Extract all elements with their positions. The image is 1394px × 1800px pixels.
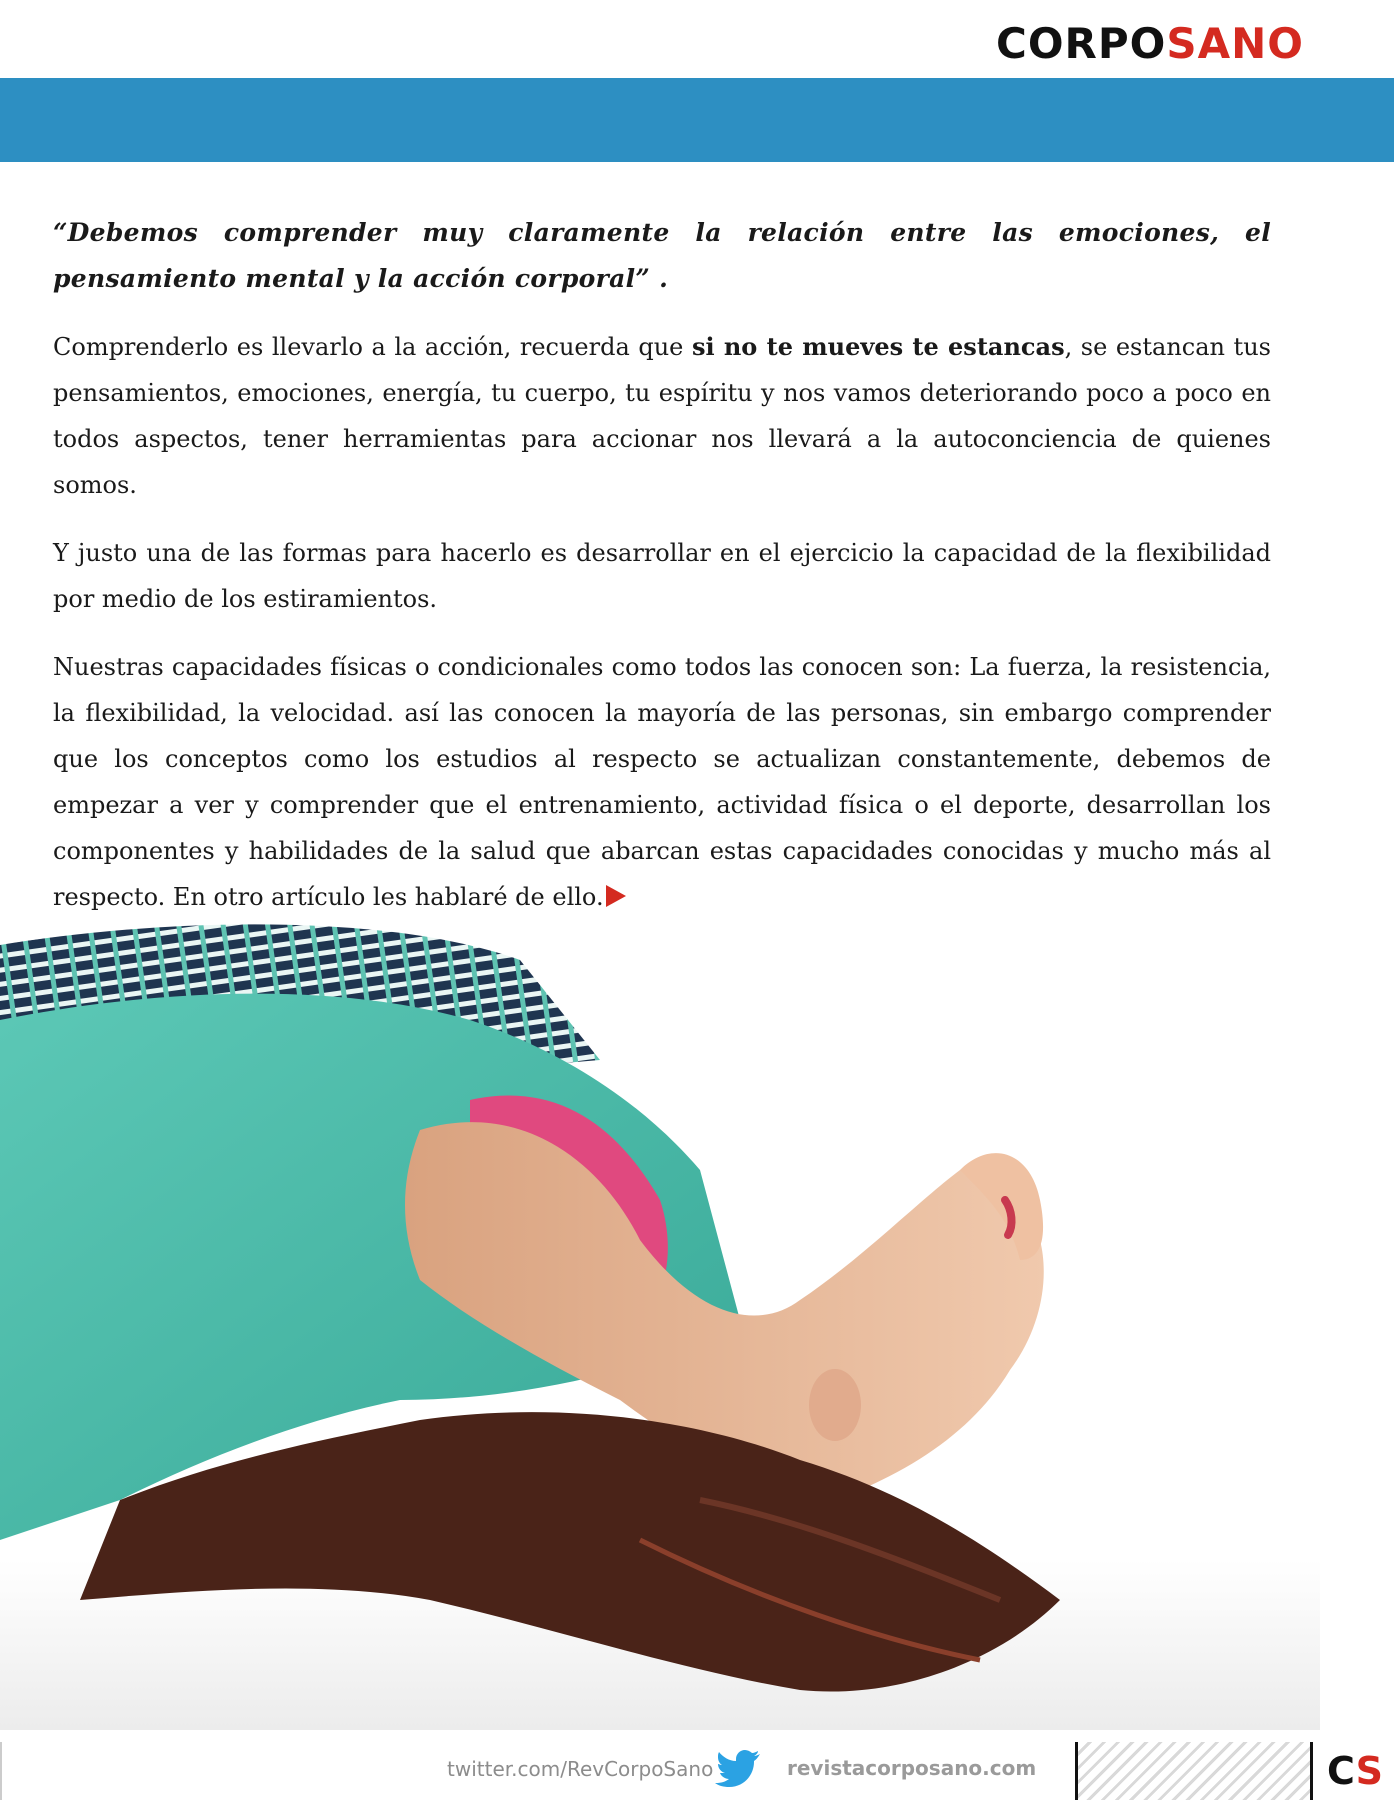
paragraph-1 <box>53 324 1271 508</box>
logo-sano: SANO <box>1166 19 1304 68</box>
header-banner <box>0 78 1394 162</box>
paragraph-1-bold: si no te mueves te estancas <box>691 332 1065 361</box>
cs-logo <box>1327 1748 1383 1794</box>
pull-quote: “Debemos comprender muy claramente la relación entre las emociones, el pensamiento mental y la acción corporal” . <box>53 218 1271 293</box>
cs-logo-c: C <box>1327 1749 1356 1793</box>
website-link[interactable]: revistacorposano.com <box>787 1756 1037 1780</box>
paragraph-1-end: , se estancan tus pensamientos, emociones, energía, tu cuerpo, tu espíritu y nos vamos deteriorando poco a poco en todos aspectos, tener herramientas para accionar nos llevará a la autoconciencia de quienes somos. <box>53 333 1271 499</box>
article-body <box>53 210 1271 942</box>
paragraph-1-start: Comprenderlo es llevarlo a la acción, recuerda que <box>53 333 692 361</box>
paragraph-2: Y justo una de las formas para hacerlo es desarrollar en el ejercicio la capacidad de la flexibilidad por medio de los estiramientos. <box>53 539 1271 613</box>
cs-logo-s: S <box>1355 1749 1383 1793</box>
corposano-logo <box>996 20 1304 68</box>
logo-corpo: CORPO <box>996 19 1167 68</box>
footer-stripe-panel <box>1075 1742 1313 1800</box>
paragraph-3-text: Nuestras capacidades físicas o condicionales como todos las conocen son: La fuerza, la resistencia, la flexibilidad, la velocidad. así las conocen la mayoría de las personas, sin embargo comprender que los conceptos como los estudios al respecto se actualizan constantemente, debemos de empezar a ver y comprender que el entrenamiento, actividad física o el deporte, desarrollan los componentes y habilidades de la salud que abarcan estas capacidades conocidas y mucho más al respecto. En otro artículo les hablaré de ello. <box>53 653 1271 911</box>
twitter-handle-link[interactable]: twitter.com/RevCorpoSano <box>447 1757 714 1781</box>
twitter-bird-icon <box>715 1749 761 1789</box>
woman-backbend-stretch-photo <box>0 900 1320 1730</box>
paragraph-3 <box>53 644 1271 920</box>
footer <box>0 1742 1394 1800</box>
